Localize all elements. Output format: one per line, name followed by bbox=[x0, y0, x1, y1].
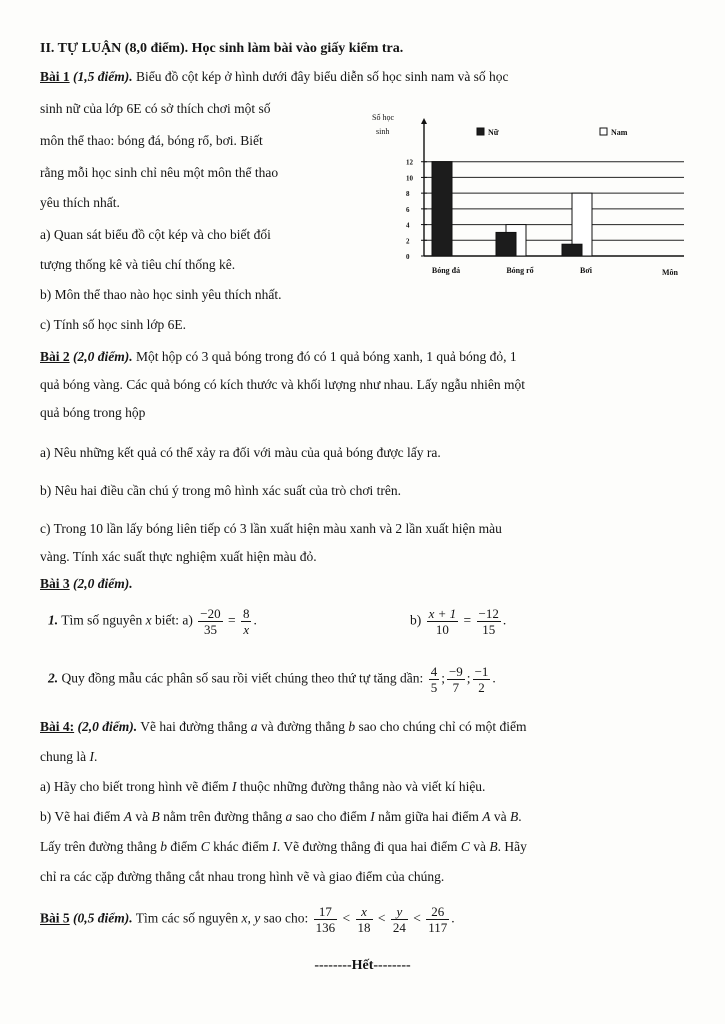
bai3-q1-text: Tìm số nguyên bbox=[61, 612, 143, 628]
bai1-intro-1: Biểu đồ cột kép ở hình dưới đây biểu diễn số học sinh nam và số học bbox=[136, 69, 509, 84]
text: sao cho điểm bbox=[295, 809, 367, 824]
period: . bbox=[492, 670, 496, 686]
bai1-qc: c) Tính số học sinh lớp 6E. bbox=[40, 317, 187, 332]
text: và bbox=[135, 809, 149, 824]
fraction-numerator: 8 bbox=[242, 606, 250, 621]
period: . bbox=[502, 612, 507, 628]
fraction bbox=[447, 664, 465, 695]
fraction-numerator: 4 bbox=[430, 664, 438, 679]
period: . bbox=[518, 809, 522, 824]
fraction-denominator: 7 bbox=[452, 680, 460, 695]
text: . Vẽ đường thẳng đi qua hai điểm bbox=[276, 839, 458, 854]
bai5-label: Bài 5 bbox=[40, 910, 70, 926]
fraction-numerator: −12 bbox=[478, 606, 499, 621]
bai1-intro-2: sinh nữ của lớp 6E có sở thích chơi một số bbox=[40, 101, 271, 116]
text: nằm trên đường thẳng bbox=[163, 809, 283, 824]
bai2-qb: b) Nêu hai điều cần chú ý trong mô hình xác suất của trò chơi trên. bbox=[40, 483, 402, 498]
equals-sign: = bbox=[463, 612, 472, 628]
bai4-intro-line2 bbox=[40, 748, 97, 766]
fraction-denominator: 117 bbox=[428, 920, 448, 935]
fraction bbox=[356, 904, 373, 935]
text: sao cho: bbox=[263, 910, 309, 926]
legend-label-nu: Nữ bbox=[488, 128, 499, 137]
text: Tìm các số nguyên bbox=[135, 910, 239, 926]
text: a) Hãy cho biết trong hình vẽ điểm bbox=[40, 779, 229, 794]
period: . bbox=[94, 749, 98, 764]
fraction bbox=[429, 664, 440, 695]
section-title: II. TỰ LUẬN (8,0 điểm). Học sinh làm bài vào giấy kiểm tra. bbox=[40, 41, 404, 56]
fraction-denominator: 136 bbox=[315, 920, 336, 935]
fraction-denominator: 35 bbox=[203, 622, 217, 637]
legend-swatch-nu bbox=[477, 128, 484, 135]
fraction-denominator: 15 bbox=[482, 622, 496, 637]
x-tick-label: Bóng rổ bbox=[506, 266, 534, 275]
y-axis-arrow bbox=[421, 118, 427, 124]
bai1-label: Bài 1 bbox=[40, 69, 70, 84]
bai3-q1b-row bbox=[410, 606, 506, 637]
bai3-q2-text: Quy đồng mẫu các phân số sau rồi viết chúng theo thứ tự tăng dần: bbox=[61, 670, 424, 686]
fraction-denominator: 18 bbox=[357, 920, 371, 935]
bai2-intro-1: Một hộp có 3 quả bóng trong đó có 1 quả bóng xanh, 1 quả bóng đỏ, 1 bbox=[136, 349, 517, 364]
fraction-numerator: −9 bbox=[448, 664, 463, 679]
bai4-qb-line3: chỉ ra các cặp đường thẳng cắt nhau trong hình vẽ và giao điểm của chúng. bbox=[40, 869, 445, 884]
period: . bbox=[451, 910, 455, 926]
point-A: A bbox=[482, 809, 491, 824]
bai5-points: (0,5 điểm). bbox=[73, 910, 133, 926]
fraction-numerator: y bbox=[391, 904, 408, 920]
bai2-points: (2,0 điểm). bbox=[73, 349, 133, 364]
point-C: C bbox=[200, 839, 210, 854]
bai1-intro-5: yêu thích nhất. bbox=[40, 195, 120, 210]
bai3-q2-number: 2. bbox=[48, 670, 59, 686]
point-C: C bbox=[460, 839, 470, 854]
line-a: a bbox=[250, 719, 258, 734]
x-tick-label: Bóng đá bbox=[431, 266, 461, 275]
end-marker: --------Hết-------- bbox=[314, 958, 411, 973]
point-B: B bbox=[151, 809, 160, 824]
text: b) Vẽ hai điểm bbox=[40, 809, 121, 824]
bai1-qa-2: tượng thống kê và tiêu chí thống kê. bbox=[40, 257, 236, 272]
fraction-denominator: 2 bbox=[478, 680, 485, 695]
y-tick-label: 0 bbox=[406, 253, 410, 261]
point-I: I bbox=[231, 779, 237, 794]
text: và bbox=[493, 809, 507, 824]
point-B: B bbox=[509, 809, 519, 824]
fraction bbox=[198, 606, 222, 637]
point-B: B bbox=[489, 839, 498, 854]
text: Lấy trên đường thẳng bbox=[40, 839, 157, 854]
fraction bbox=[426, 904, 449, 935]
bai2-qc-2: vàng. Tính xác suất thực nghiệm xuất hiện màu đỏ. bbox=[40, 549, 317, 564]
legend-label-nam: Nam bbox=[611, 128, 628, 137]
fraction-numerator: 26 bbox=[426, 904, 449, 920]
bai3-q1-text2: biết: bbox=[155, 612, 180, 628]
bai3-q1a-label: a) bbox=[182, 612, 193, 628]
fraction bbox=[477, 606, 501, 637]
fraction bbox=[473, 664, 491, 695]
text: Vẽ hai đường thẳng bbox=[140, 719, 248, 734]
bar-nu bbox=[496, 232, 516, 256]
legend-swatch-nam bbox=[600, 128, 607, 135]
bai4-qa bbox=[40, 778, 485, 796]
x-axis-label: Môn bbox=[662, 268, 678, 277]
y-tick-label: 4 bbox=[406, 221, 410, 230]
y-tick-label: 6 bbox=[406, 205, 410, 214]
text: và đường thẳng bbox=[260, 719, 346, 734]
fraction-denominator: 5 bbox=[430, 680, 438, 695]
bai1-intro-4: rằng mỗi học sinh chỉ nêu một môn thể thao bbox=[40, 165, 279, 180]
point-I: I bbox=[89, 749, 94, 764]
bai2-qc-1: c) Trong 10 lần lấy bóng liên tiếp có 3 lần xuất hiện màu xanh và 2 lần xuất hiện màu bbox=[40, 521, 502, 536]
bai2-intro-2: quả bóng vàng. Các quả bóng có kích thước và khối lượng như nhau. Lấy ngẫu nhiên một bbox=[40, 377, 526, 392]
text: nằm giữa hai điểm bbox=[378, 809, 479, 824]
bai4-qb-line2 bbox=[40, 838, 527, 856]
bai1-points: (1,5 điểm). bbox=[73, 69, 133, 84]
y-axis-label: Số học bbox=[372, 113, 394, 122]
y-tick-label: 8 bbox=[406, 190, 410, 199]
bai4-label: Bài 4: bbox=[40, 719, 75, 734]
bai3-q1-number: 1. bbox=[48, 612, 59, 628]
text: thuộc những đường thẳng nào và viết kí hiệu. bbox=[239, 779, 486, 794]
separator: ; bbox=[441, 670, 445, 686]
bai2-intro-3: quả bóng trong hộp bbox=[40, 405, 146, 420]
point-I: I bbox=[272, 839, 277, 854]
fraction-numerator: x + 1 bbox=[428, 606, 457, 621]
y-axis-label: sinh bbox=[376, 127, 390, 136]
fraction bbox=[427, 606, 459, 637]
point-I: I bbox=[370, 809, 375, 824]
bai3-q1b-label: b) bbox=[410, 612, 422, 628]
bai3-q1-row bbox=[48, 606, 257, 637]
text: và bbox=[473, 839, 487, 854]
bai3-points: (2,0 điểm). bbox=[73, 576, 133, 591]
text: khác điểm bbox=[213, 839, 269, 854]
text: chung là bbox=[40, 749, 87, 764]
text: sao cho chúng chỉ có một điểm bbox=[358, 719, 527, 734]
bai3-heading bbox=[40, 575, 133, 593]
bai2-label: Bài 2 bbox=[40, 349, 70, 364]
bai1-intro-line1 bbox=[40, 68, 509, 86]
fraction-numerator: 17 bbox=[314, 904, 338, 920]
fraction-denominator: 24 bbox=[392, 920, 406, 935]
less-than-sign: < bbox=[413, 910, 421, 926]
bar-nu bbox=[562, 244, 582, 256]
fraction-denominator: 10 bbox=[435, 622, 449, 637]
bai4-intro-line1 bbox=[40, 718, 527, 736]
y-tick-label: 12 bbox=[406, 158, 413, 167]
bai3-label: Bài 3 bbox=[40, 576, 70, 591]
fraction bbox=[314, 904, 338, 935]
var-x: x bbox=[145, 612, 152, 628]
fraction-numerator: x bbox=[356, 904, 373, 920]
x-tick-label: Bơi bbox=[580, 266, 592, 275]
fraction bbox=[391, 904, 408, 935]
period: . bbox=[253, 612, 257, 628]
point-A: A bbox=[123, 809, 132, 824]
line-b: b bbox=[160, 839, 167, 854]
fraction-numerator: −20 bbox=[200, 606, 221, 621]
bai4-points: (2,0 điểm). bbox=[77, 719, 138, 734]
fraction-numerator: −1 bbox=[474, 664, 489, 679]
bar-nu bbox=[432, 162, 452, 256]
bai3-q2-row bbox=[48, 664, 496, 695]
bai1-qb: b) Môn thể thao nào học sinh yêu thích nhất. bbox=[40, 287, 282, 302]
bai4-qb-line1 bbox=[40, 808, 522, 826]
equals-sign: = bbox=[227, 612, 236, 628]
bai2-qa: a) Nêu những kết quả có thể xảy ra đối với màu của quả bóng được lấy ra. bbox=[40, 445, 441, 460]
less-than-sign: < bbox=[342, 910, 351, 926]
y-tick-label: 2 bbox=[406, 237, 410, 246]
bai2-intro-line1 bbox=[40, 348, 517, 366]
line-a: a bbox=[285, 809, 293, 824]
bai1-qa-1: a) Quan sát biểu đồ cột kép và cho biết đối bbox=[40, 227, 271, 242]
bai5-row bbox=[40, 904, 455, 935]
fraction-denominator: x bbox=[243, 622, 250, 637]
text: điểm bbox=[170, 839, 198, 854]
double-bar-chart bbox=[362, 108, 692, 288]
separator: ; bbox=[466, 670, 471, 686]
bai1-intro-3: môn thể thao: bóng đá, bóng rổ, bơi. Biết bbox=[40, 133, 263, 148]
line-b: b bbox=[348, 719, 356, 734]
y-tick-label: 10 bbox=[406, 174, 413, 183]
less-than-sign: < bbox=[377, 910, 386, 926]
text: . Hãy bbox=[497, 839, 527, 854]
vars-xy: x, y bbox=[241, 910, 261, 926]
fraction bbox=[241, 606, 252, 637]
